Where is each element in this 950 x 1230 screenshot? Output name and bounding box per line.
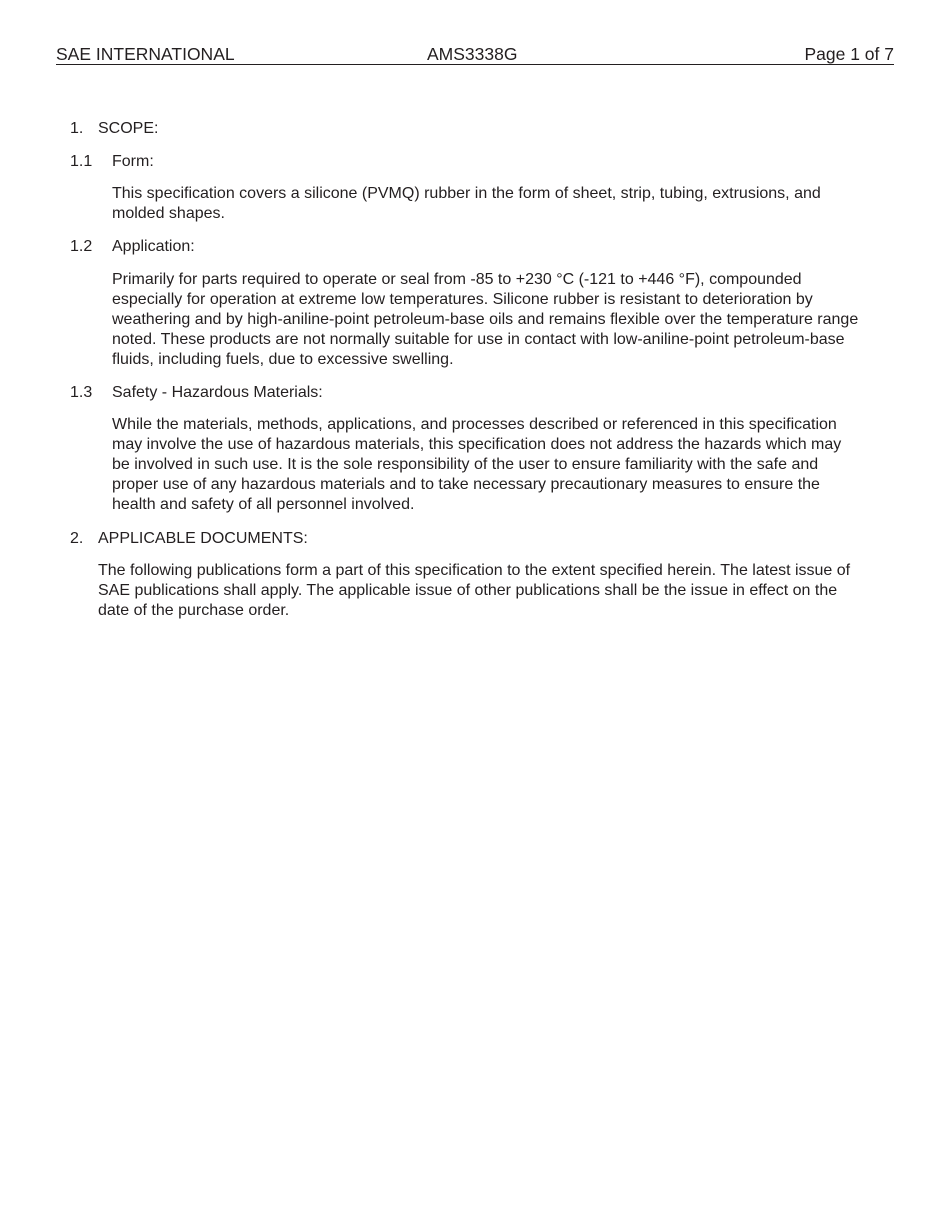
section-1-2-body: Primarily for parts required to operate or seal from -85 to +230 °C (-121 to +446 °F), compounded especially for operation at extreme low temperatures. Silicone rubber is resistant to deterioration by weathering and by high-aniline-point petroleum-base oils and remains flexible over the temperature range noted. These products are not normally suitable for use in contact with low-aniline-point petroleum-base fluids, including fuels, due to excessive swelling. [112, 271, 859, 368]
page-header [56, 44, 894, 65]
section-2-body: The following publications form a part of this specification to the extent specified herein. The latest issue of SAE publications shall apply. The applicable issue of other publications shall be the issue in effect on the date of the purchase order. [98, 562, 851, 619]
section-1-1-body: This specification covers a silicone (PVMQ) rubber in the form of sheet, strip, tubing, extrusions, and molded shapes. [112, 185, 821, 222]
header-organization: SAE INTERNATIONAL [56, 44, 235, 64]
section-title: Application: [112, 238, 195, 255]
section-number: 2. [70, 530, 84, 547]
section-number: 1.2 [70, 238, 93, 255]
section-title: Safety - Hazardous Materials: [112, 384, 323, 401]
section-number: 1.1 [70, 153, 93, 170]
section-1-3-body: While the materials, methods, applications, and processes described or referenced in this specification may involve the use of hazardous materials, this specification does not address the hazards which may be involved in such use. It is the sole responsibility of the user to ensure familiarity with the safe and proper use of any hazardous materials and to take necessary precautionary measures to ensure the health and safety of all personnel involved. [112, 416, 842, 513]
section-number: 1.3 [70, 384, 93, 401]
section-title: SCOPE: [98, 120, 159, 137]
header-document-id: AMS3338G [427, 44, 518, 64]
section-title: Form: [112, 153, 154, 170]
header-page-number: Page 1 of 7 [804, 44, 894, 64]
section-number: 1. [70, 120, 84, 137]
section-title: APPLICABLE DOCUMENTS: [98, 530, 308, 547]
